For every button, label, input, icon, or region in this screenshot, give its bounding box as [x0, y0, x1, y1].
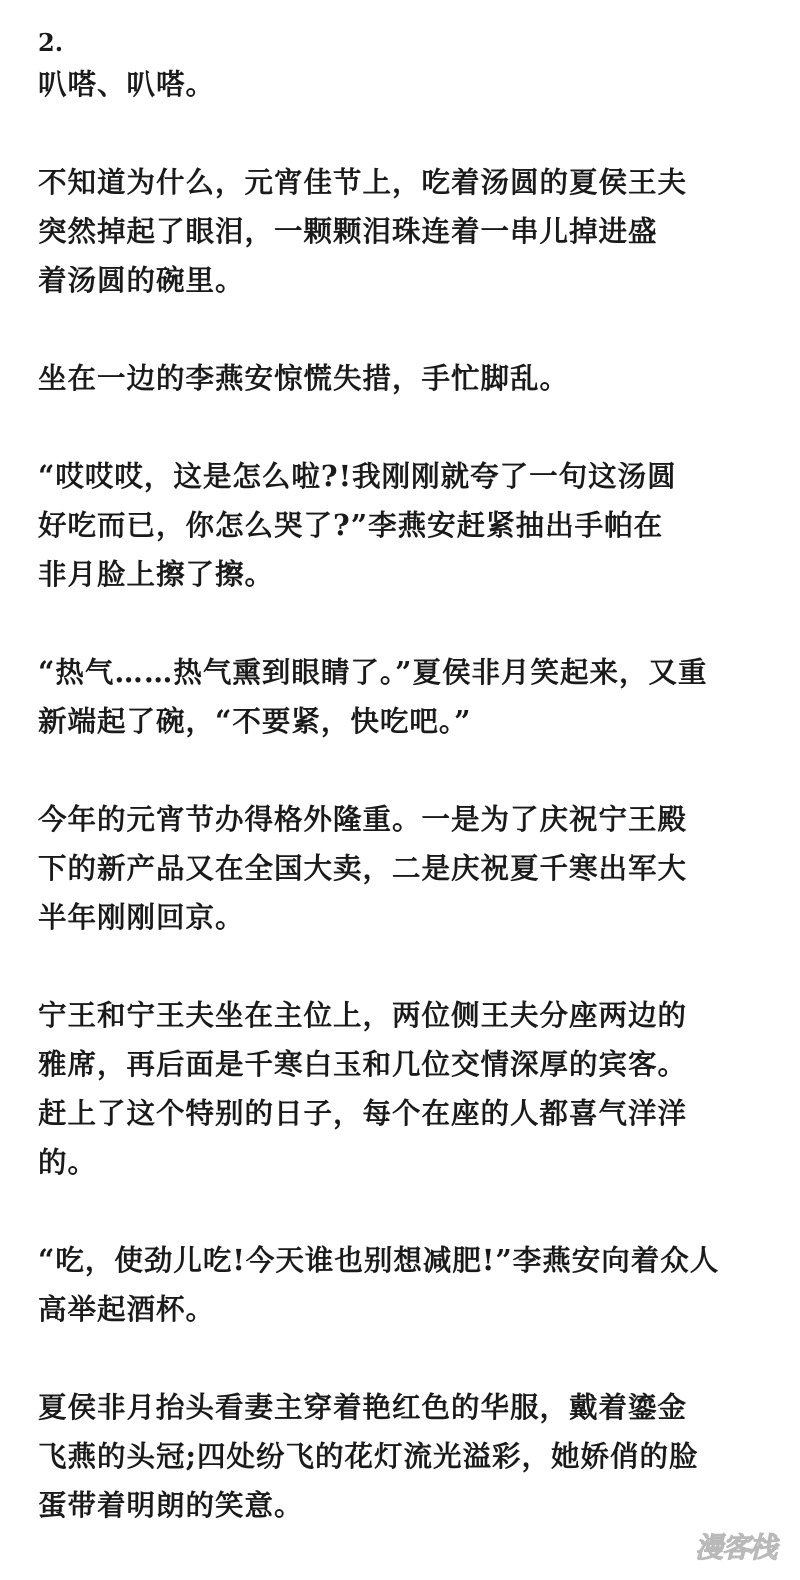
- text-line: 雅席，再后面是千寒白玉和几位交情深厚的宾客。: [38, 1047, 688, 1081]
- text-line: 突然掉起了眼泪，一颗颗泪珠连着一串儿掉进盛: [38, 214, 658, 248]
- paragraph-9: [38, 1383, 768, 1530]
- text-line: “热气……热气熏到眼睛了。”夏侯非月笑起来，又重: [38, 655, 708, 689]
- text-line: 下的新产品又在全国大卖，二是庆祝夏千寒出军大: [38, 851, 688, 885]
- paragraph-1: [38, 60, 768, 109]
- text-line: 宁王和宁王夫坐在主位上，两位侧王夫分座两边的: [38, 998, 688, 1032]
- paragraph-6: [38, 795, 768, 942]
- paragraph-2: [38, 158, 768, 305]
- paragraph-3: [38, 354, 768, 403]
- document-page: [38, 26, 768, 1530]
- text-line: 不知道为什么，元宵佳节上，吃着汤圆的夏侯王夫: [38, 165, 688, 199]
- paragraph-7: [38, 991, 768, 1187]
- text-line: 今年的元宵节办得格外隆重。一是为了庆祝宁王殿: [38, 802, 688, 836]
- text-line: 非月脸上擦了擦。: [38, 557, 275, 591]
- text-line: 新端起了碗，“不要紧，快吃吧。”: [38, 704, 472, 738]
- text-line: 飞燕的头冠;四处纷飞的花灯流光溢彩，她娇俏的脸: [38, 1439, 699, 1473]
- text-line: 好吃而已，你怎么哭了?”李燕安赶紧抽出手帕在: [38, 508, 664, 542]
- paragraph-5: [38, 648, 768, 746]
- paragraph-4: [38, 452, 768, 599]
- text-line: 半年刚刚回京。: [38, 900, 245, 934]
- text-line: “哎哎哎，这是怎么啦?!我刚刚就夸了一句这汤圆: [38, 459, 677, 493]
- paragraph-8: [38, 1236, 768, 1334]
- text-line: 坐在一边的李燕安惊慌失措，手忙脚乱。: [38, 361, 570, 395]
- text-line: “吃，使劲儿吃!今天谁也别想减肥!”李燕安向着众人: [38, 1243, 720, 1277]
- watermark-logo: 漫客栈: [694, 1531, 776, 1564]
- text-line: 叭嗒、叭嗒。: [38, 67, 216, 101]
- section-number: 2.: [38, 28, 64, 57]
- text-line: 蛋带着明朗的笑意。: [38, 1488, 304, 1522]
- text-line: 高举起酒杯。: [38, 1292, 216, 1326]
- text-line: 赶上了这个特别的日子，每个在座的人都喜气洋洋: [38, 1096, 688, 1130]
- text-line: 的。: [38, 1145, 98, 1179]
- text-line: 夏侯非月抬头看妻主穿着艳红色的华服，戴着鎏金: [38, 1390, 688, 1424]
- text-line: 着汤圆的碗里。: [38, 263, 245, 297]
